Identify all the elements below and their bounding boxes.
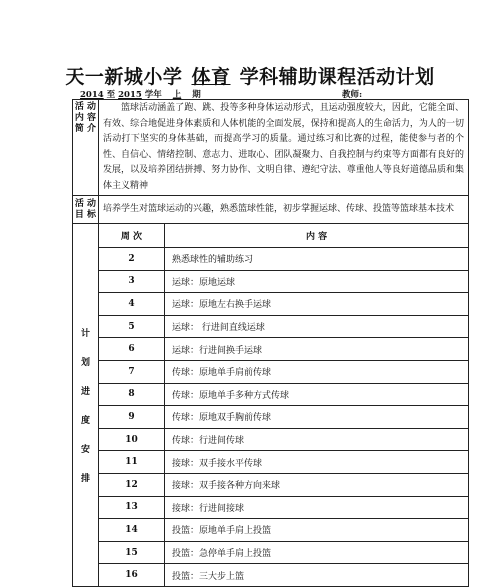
title-prefix: 天一新城小学 — [65, 66, 183, 88]
year-sep: 至 — [106, 90, 116, 100]
content-cell: 投篮：三大步上篮 — [165, 564, 469, 587]
content-cell: 传球：行进间传球 — [165, 428, 469, 451]
goal-label: 活 动 目 标 — [73, 196, 99, 224]
title-subject: 体育 — [191, 66, 231, 88]
header-content: 内 容 — [165, 224, 469, 248]
schedule-body — [73, 224, 469, 587]
week-cell: 6 — [99, 338, 165, 361]
week-cell: 12 — [99, 473, 165, 496]
week-cell: 15 — [99, 541, 165, 564]
intro-label: 活 动 内 容 简 介 — [73, 100, 99, 196]
page-title — [0, 62, 500, 89]
schedule-row — [73, 428, 469, 451]
content-cell: 传球：原地单手肩前传球 — [165, 360, 469, 383]
year-start: 2014 — [80, 90, 104, 100]
week-cell: 2 — [99, 248, 165, 271]
schedule-row — [73, 406, 469, 429]
schedule-label-char: 进 — [80, 386, 90, 397]
schedule-label-char: 安 — [80, 444, 90, 455]
content-cell: 运球：原地运球 — [165, 270, 469, 293]
schedule-label-char: 排 — [80, 473, 90, 484]
week-cell: 10 — [99, 428, 165, 451]
schedule-row — [73, 270, 469, 293]
schedule-label-char: 计 — [80, 328, 90, 339]
goal-row — [73, 196, 469, 224]
schedule-row — [73, 541, 469, 564]
header-week: 周 次 — [99, 224, 165, 248]
schedule-row — [73, 451, 469, 474]
schedule-row — [73, 338, 469, 361]
content-cell: 运球： 行进间直线运球 — [165, 315, 469, 338]
schedule-row — [73, 519, 469, 542]
week-cell: 3 — [99, 270, 165, 293]
schedule-row — [73, 383, 469, 406]
schedule-row — [73, 473, 469, 496]
week-cell: 14 — [99, 519, 165, 542]
content-cell: 投篮：原地单手肩上投篮 — [165, 519, 469, 542]
term-label: 期 — [192, 90, 201, 100]
schedule-label — [73, 224, 99, 587]
content-cell: 运球：行进间换手运球 — [165, 338, 469, 361]
content-cell: 接球：行进间接球 — [165, 496, 469, 519]
schedule-row — [73, 248, 469, 271]
week-cell: 7 — [99, 360, 165, 383]
year-label: 学年 — [144, 90, 162, 100]
year-end: 2015 — [118, 90, 142, 100]
content-cell: 传球：原地单手多种方式传球 — [165, 383, 469, 406]
content-cell: 投篮：急停单手肩上投篮 — [165, 541, 469, 564]
content-cell: 传球：原地双手胸前传球 — [165, 406, 469, 429]
schedule-row — [73, 564, 469, 587]
week-cell: 4 — [99, 293, 165, 316]
term-value: 上 — [172, 90, 182, 100]
week-cell: 13 — [99, 496, 165, 519]
content-cell: 接球：双手接水平传球 — [165, 451, 469, 474]
schedule-header-row — [73, 224, 469, 248]
goal-text: 培养学生对篮球运动的兴趣，熟悉篮球性能，初步掌握运球、传球、投篮等篮球基本技术 — [99, 196, 469, 224]
week-cell: 8 — [99, 383, 165, 406]
schedule-label-char: 划 — [80, 357, 90, 368]
week-cell: 16 — [99, 564, 165, 587]
week-cell: 11 — [99, 451, 165, 474]
title-suffix: 学科辅助课程活动计划 — [239, 66, 435, 88]
week-cell: 5 — [99, 315, 165, 338]
schedule-label-char: 度 — [80, 415, 90, 426]
intro-text: 篮球活动涵盖了跑、跳、投等多种身体运动形式，且运动强度较大，因此，它能全面、有效、综合地促进身体素质和人体机能的全面发展，保持和提高人的生命活力，为人的一切活动打下坚实的身体基础，而提高学习的质量。通过练习和比赛的过程，能使参与者的个性、自信心、情绪控制、意志力、进取心、团队凝聚力、自我控制与约束等方面都有良好的发展，以及培养团结拼搏、努力协作、文明自律、遵纪守法、尊重他人等良好道德品质和集体主义精神 — [99, 100, 469, 196]
content-cell: 接球：双手接各种方向来球 — [165, 473, 469, 496]
schedule-row — [73, 496, 469, 519]
schedule-row — [73, 360, 469, 383]
plan-table — [72, 99, 469, 587]
intro-row — [73, 100, 469, 196]
teacher-label: 教师: — [342, 90, 363, 100]
schedule-row — [73, 315, 469, 338]
schedule-row — [73, 293, 469, 316]
content-cell: 运球：原地左右换手运球 — [165, 293, 469, 316]
week-cell: 9 — [99, 406, 165, 429]
content-cell: 熟悉球性的辅助练习 — [165, 248, 469, 271]
